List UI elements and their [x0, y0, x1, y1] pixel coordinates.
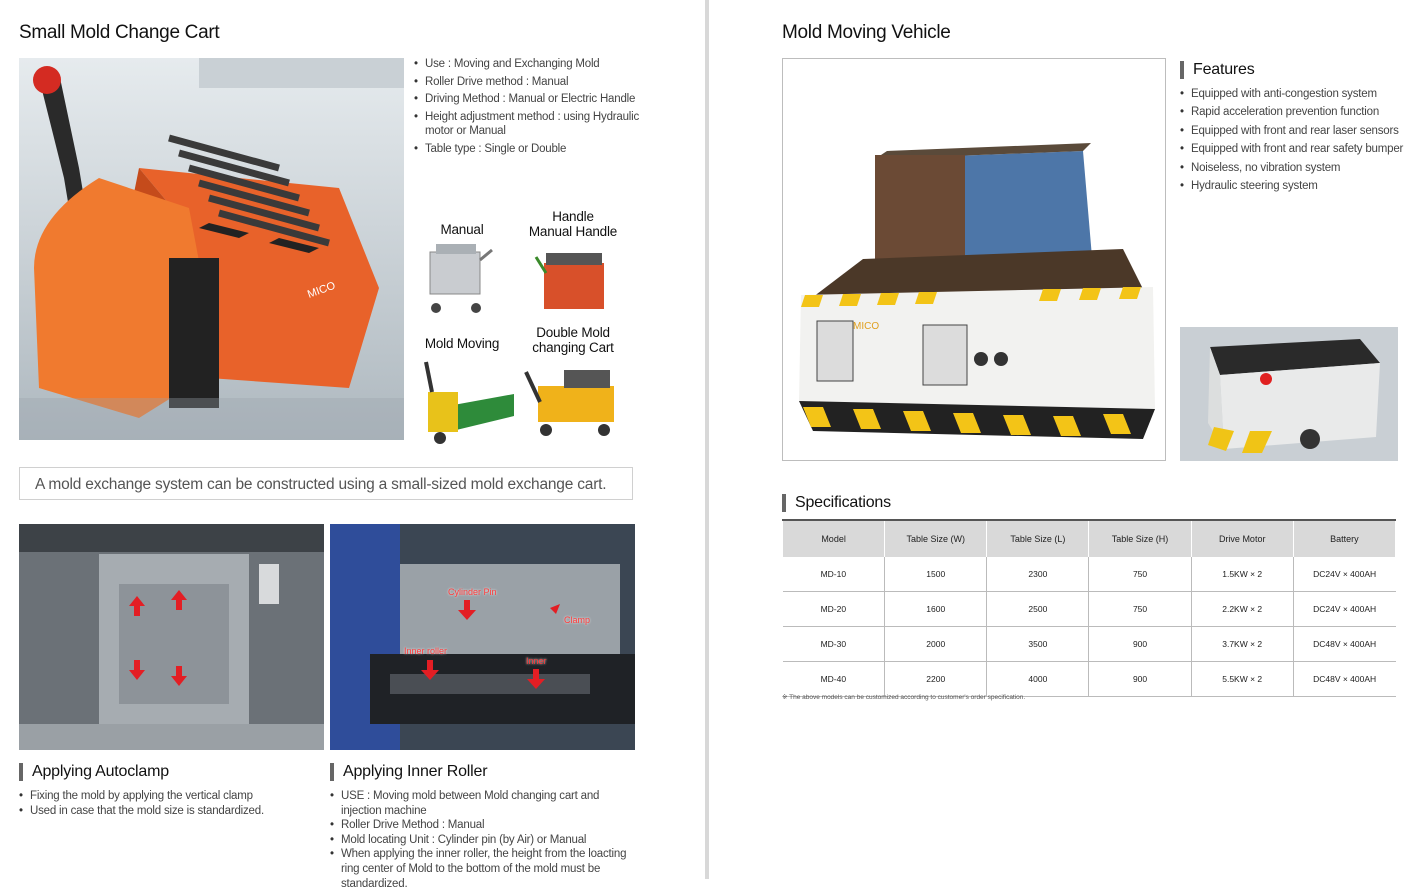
cell: 2000: [885, 627, 987, 662]
mold-moving-vehicle-photo: [782, 58, 1166, 461]
spec-table: [782, 519, 1396, 697]
annotation-inner: Inner: [526, 656, 547, 666]
table-header-row: [783, 520, 1396, 557]
small-mold-cart-photo: [19, 58, 404, 440]
table-row: [783, 627, 1396, 662]
page-divider: [705, 0, 709, 879]
col-header: Table Size (H): [1089, 520, 1191, 557]
cell: MD-20: [783, 592, 885, 627]
system-callout: A mold exchange system can be constructed using a small-sized mold exchange cart.: [19, 467, 633, 500]
variant-label-handle: Handle Manual Handle: [528, 209, 618, 239]
vehicle-brand-logo: MICO: [853, 321, 880, 332]
cell: 750: [1089, 557, 1191, 592]
cell: DC48V × 400AH: [1293, 662, 1395, 697]
variant-label-manual: Manual: [440, 222, 484, 237]
list-item: • Table type : Single or Double: [414, 142, 654, 157]
col-header: Drive Motor: [1191, 520, 1293, 557]
table-row: [783, 592, 1396, 627]
cell: 750: [1089, 592, 1191, 627]
table-row: [783, 557, 1396, 592]
autoclamp-list: [19, 789, 319, 818]
autoclamp-heading: Applying Autoclamp: [19, 763, 169, 781]
list-item: • Height adjustment method : using Hydraulic motor or Manual: [414, 110, 654, 139]
inner-roller-photo: [330, 524, 635, 750]
list-item: • Equipped with front and rear laser sensors: [1180, 122, 1420, 140]
cell: 2300: [987, 557, 1089, 592]
vehicle-feature-list: [1180, 85, 1420, 195]
cell: MD-40: [783, 662, 885, 697]
cell: 1500: [885, 557, 987, 592]
cell: DC24V × 400AH: [1293, 557, 1395, 592]
list-item: • When applying the inner roller, the height from the loacting ring center of Mold to the bottom of the mold must be standardized.: [330, 847, 635, 891]
cart-brand-logo: MICO: [305, 279, 338, 301]
table-row: [783, 662, 1396, 697]
cart-feature-list: [414, 57, 654, 157]
cell: 3.7KW × 2: [1191, 627, 1293, 662]
annotation-cylinder-pin: Cylinder Pin: [448, 587, 497, 597]
list-item: • Fixing the mold by applying the vertical clamp: [19, 789, 319, 804]
cell: DC48V × 400AH: [1293, 627, 1395, 662]
col-header: Model: [783, 520, 885, 557]
list-item: • Used in case that the mold size is standardized.: [19, 804, 319, 819]
spec-footnote: ※ The above models can be customized according to customer's order specification.: [782, 694, 1026, 701]
col-header: Table Size (W): [885, 520, 987, 557]
spec-heading: Specifications: [782, 494, 891, 512]
cell: DC24V × 400AH: [1293, 592, 1395, 627]
list-item: • Hydraulic steering system: [1180, 177, 1420, 195]
cell: 2200: [885, 662, 987, 697]
cell: 3500: [987, 627, 1089, 662]
handle-cart-photo: [532, 243, 616, 315]
mold-moving-cart-photo: [418, 356, 516, 446]
cell: 2500: [987, 592, 1089, 627]
list-item: • Driving Method : Manual or Electric Handle: [414, 92, 654, 107]
list-item: • Roller Drive method : Manual: [414, 75, 654, 90]
cell: 1.5KW × 2: [1191, 557, 1293, 592]
list-item: • Equipped with front and rear safety bumper: [1180, 140, 1420, 158]
annotation-clamp: Clamp: [564, 615, 591, 625]
double-mold-cart-photo: [520, 362, 620, 438]
cell: 900: [1089, 662, 1191, 697]
inner-roller-heading: Applying Inner Roller: [330, 763, 487, 781]
cell: 4000: [987, 662, 1089, 697]
left-page-title: Small Mold Change Cart: [19, 22, 220, 43]
variant-label-mold-moving: Mold Moving: [424, 336, 500, 351]
cell: 5.5KW × 2: [1191, 662, 1293, 697]
cell: 2.2KW × 2: [1191, 592, 1293, 627]
col-header: Battery: [1293, 520, 1395, 557]
manual-cart-photo: [416, 240, 498, 316]
cell: MD-30: [783, 627, 885, 662]
list-item: • Rapid acceleration prevention function: [1180, 103, 1420, 121]
variant-label-double: Double Mold changing Cart: [532, 325, 614, 355]
autoclamp-photo: [19, 524, 324, 750]
annotation-inner-roller: Inner roller: [404, 646, 448, 656]
list-item: • USE : Moving mold between Mold changing cart and injection machine: [330, 789, 635, 818]
list-item: • Roller Drive Method : Manual: [330, 818, 635, 833]
cell: 1600: [885, 592, 987, 627]
list-item: • Noiseless, no vibration system: [1180, 159, 1420, 177]
inner-roller-list: [330, 789, 635, 891]
cell: MD-10: [783, 557, 885, 592]
small-vehicle-photo: [1180, 327, 1398, 461]
list-item: • Use : Moving and Exchanging Mold: [414, 57, 654, 72]
list-item: • Mold locating Unit : Cylinder pin (by Air) or Manual: [330, 833, 635, 848]
right-page-title: Mold Moving Vehicle: [782, 22, 951, 43]
list-item: • Equipped with anti-congestion system: [1180, 85, 1420, 103]
cell: 900: [1089, 627, 1191, 662]
features-heading: Features: [1180, 61, 1255, 79]
col-header: Table Size (L): [987, 520, 1089, 557]
